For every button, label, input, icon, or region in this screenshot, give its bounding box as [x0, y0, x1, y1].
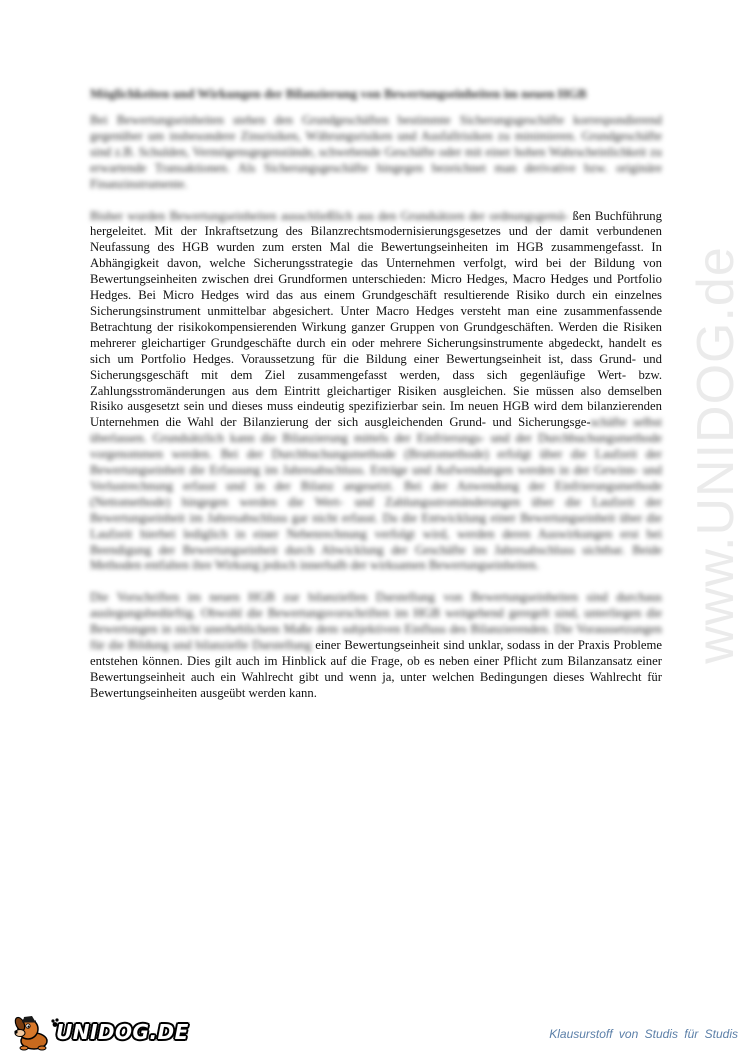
footer-tagline: Klausurstoff von Studis für Studis: [549, 1027, 738, 1041]
paragraph-2-blurred-end: schäfte selbst überlassen. Grundsätzlich kann die Bilanzierung mittels der Einfrierungs- und der Durchbuchungsmethode vorgenommen werden. Bei der Durchbuchungsmethode (Bruttomethode) erfolgt über die Laufzeit der Bewertungseinheit die Erfassung im Jahresabschluss. Erträge und Aufwendungen werden in der Gewinn- und Verlustrechnung erfasst und in der Bilanz angesetzt. Bei der Anwendung der Einfrierungsmethode (Nettomethode) hingegen werden die Wert- und Zahlungsstromänderungen über die Laufzeit der Bewertungseinheit im Jahresabschluss gar nicht erfasst. Da die Entwicklung einer Bewertungseinheit über die Laufzeit hierbei lediglich in einer Nebenrechnung verfolgt wird, werden deren Auswirkungen erst bei Beendigung der Bewertungseinheit durch Abwicklung der Geschäfte im Jahresabschluss sichtbar. Beide Methoden entfalten ihre Wirkung jedoch innerhalb der wirksamen Bewertungseinheiten.: [90, 415, 662, 573]
paragraph-3: [90, 590, 662, 701]
dog-mascot-icon: [10, 1012, 60, 1052]
unidog-logo: [10, 1012, 189, 1052]
paragraph-3-visible-text: einer Bewertungseinheit sind unklar, sodass in der Praxis Probleme entstehen können. Dies gilt auch im Hinblick auf die Frage, ob es neben einer Pflicht zum Bilanzansatz einer Bewertungseinheit auch ein Wahlrecht gibt und wenn ja, unter welchen Bedingungen dieses Wahlrecht für Bewertungseinheiten ausgeübt werden kann.: [90, 638, 663, 700]
paragraph-1: Bei Bewertungseinheiten stehen den Grundgeschäften bestimmte Sicherungsgeschäfte korrespondierend gegenüber um insbesondere Zinsrisiken, Währungsrisiken und Ausfallrisiken zu minimieren. Grundgeschäfte sind z.B. Schulden, Vermögensgegenstände, schwebende Geschäfte oder mit einer hohen Wahrscheinlichkeit zu erwartende Transaktionen. Als Sicherungsgeschäfte hingegen bezeichnet man derivative bzw. originäre Finanzinstrumente.: [90, 113, 662, 191]
logo-text: UNIDOG.DE: [56, 1020, 189, 1044]
paragraph-2-blurred-start: Bisher wurden Bewertungseinheiten ausschließlich aus den Grundsätzen der ordnungsgemä-: [90, 208, 569, 223]
paragraph-2: [90, 209, 662, 575]
paragraph-3-blurred-start: Die Vorschriften im neuen HGB zur bilanziellen Darstellung von Bewertungseinheiten sind durchaus auslegungsbedürftig. Obwohl die Bewertungsvorschriften im HGB weitgehend geregelt sind, unterliegen die Bewertungen in nicht unerheblichem Maße dem subjektiven Einfluss des Bilanzierenden. Die Voraussetzungen für die Bildung und bilanzielle Darstellung: [90, 590, 662, 653]
document-title: Möglichkeiten und Wirkungen der Bilanzierung von Bewertungseinheiten im neuen HGB: [90, 86, 587, 101]
document-body: [90, 86, 662, 718]
paragraph-2-visible-text: ßen Buchführung hergeleitet. Mit der Inkraftsetzung des Bilanzrechtsmodernisierungsgesetzes und der damit verbundenen Neufassung des HGB wurden zum ersten Mal die Bewertungseinheiten im HGB zusammengefasst. In Abhängigkeit davon, welche Sicherungsstrategie das Unternehmen verfolgt, wird bei der Bildung von Bewertungseinheiten zwischen drei Grundformen unterschieden: Micro Hedges, Macro Hedges und Portfolio Hedges. Bei Micro Hedges wird das aus einem Grundgeschäft resultierende Risiko durch ein einzelnes Sicherungsinstrument unmittelbar abgesichert. Unter Macro Hedges versteht man eine zusammenfassende Betrachtung der risikokompensierenden Wirkung ganzer Gruppen von Grundgeschäften. Werden die Risiken mehrerer gleichartiger Grundgeschäfte durch ein oder mehrere Sicherungsinstrumente abgedeckt, handelt es sich um Portfolio Hedges. Voraussetzung für die Bildung einer Bewertungseinheit ist, dass Grund- und Sicherungsgeschäft mit dem Ziel zusammengefasst werden, dass sich gegenläufige Wert- bzw. Zahlungsstromänderungen aus dem Eintritt gleichartiger Risiken ausgleichen. Sie müssen also demselben Risiko ausgesetzt sein und dieses muss eindeutig spezifizierbar sein. Im neuen HGB wird dem bilanzierenden Unternehmen die Wahl der Bilanzierung der sich ausgleichenden Grund- und Sicherungsge-: [90, 208, 662, 430]
watermark: www.UNIDOG.de: [687, 246, 745, 664]
